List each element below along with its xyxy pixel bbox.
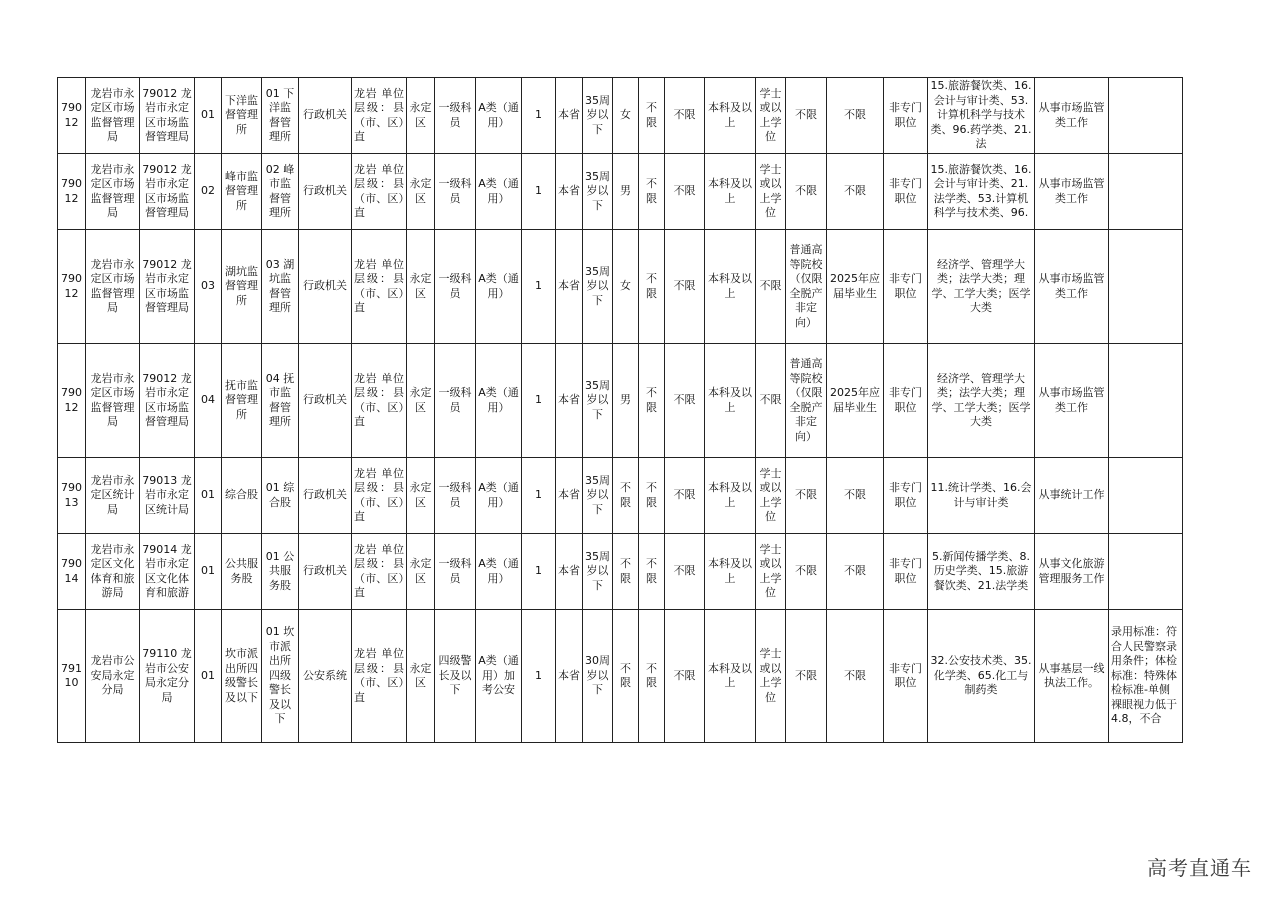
cell-exam-category: A类（通用）	[476, 230, 522, 344]
table-row	[58, 610, 1183, 743]
watermark-logo: 高考直通车	[1147, 856, 1252, 880]
cell-job-rank: 一级科员	[435, 78, 476, 154]
cell-degree: 不限	[756, 344, 786, 458]
cell-gender: 男	[613, 344, 639, 458]
cell-unit-name: 龙岩市永定区市场监督管理局	[86, 230, 140, 344]
cell-area: 永定区	[407, 610, 435, 743]
cell-dept-code-name: 79012 龙岩市永定区市场监督管理局	[140, 154, 195, 230]
cell-dept-code-name: 79012 龙岩市永定区市场监督管理局	[140, 230, 195, 344]
cell-unit-nature: 行政机关	[299, 534, 352, 610]
cell-post-code-name: 01 综合股	[262, 458, 299, 534]
cell-education: 本科及以上	[705, 458, 756, 534]
cell-age-limit: 35周岁以下	[583, 78, 613, 154]
cell-post-name: 综合股	[222, 458, 262, 534]
cell-unit-nature: 行政机关	[299, 458, 352, 534]
cell-household-origin: 本省	[556, 78, 583, 154]
cell-position-code: 79012	[58, 78, 86, 154]
cell-position-code: 79014	[58, 534, 86, 610]
cell-note	[1109, 230, 1183, 344]
cell-condition-2: 不限	[665, 610, 705, 743]
cell-age-limit: 35周岁以下	[583, 458, 613, 534]
cell-position-code: 79012	[58, 154, 86, 230]
cell-special-post: 非专门职位	[884, 154, 928, 230]
cell-job-rank: 一级科员	[435, 230, 476, 344]
cell-major-requirement: 5.新闻传播学类、8.历史学类、15.旅游餐饮类、21.法学类	[928, 534, 1035, 610]
cell-household-origin: 本省	[556, 230, 583, 344]
cell-graduate-requirement: 2025年应届毕业生	[827, 230, 884, 344]
cell-gender: 不限	[613, 458, 639, 534]
cell-duty: 从事市场监管类工作	[1035, 154, 1109, 230]
cell-job-rank: 一级科员	[435, 344, 476, 458]
cell-note	[1109, 154, 1183, 230]
cell-degree: 学士或以上学位	[756, 458, 786, 534]
cell-graduate-requirement: 不限	[827, 458, 884, 534]
recruitment-table	[57, 77, 1183, 743]
cell-identity-requirement: 不限	[786, 610, 827, 743]
cell-hire-count: 1	[522, 458, 556, 534]
cell-post-number: 02	[195, 154, 222, 230]
cell-exam-category: A类（通用）	[476, 154, 522, 230]
cell-condition-2: 不限	[665, 534, 705, 610]
cell-post-name: 公共服务股	[222, 534, 262, 610]
cell-degree: 学士或以上学位	[756, 78, 786, 154]
cell-duty: 从事市场监管类工作	[1035, 78, 1109, 154]
cell-household-origin: 本省	[556, 154, 583, 230]
cell-unit-level: 龙岩 单位层级：县（市、区）直	[352, 154, 407, 230]
cell-dept-code-name: 79014 龙岩市永定区文化体育和旅游	[140, 534, 195, 610]
cell-education: 本科及以上	[705, 78, 756, 154]
cell-dept-code-name: 79012 龙岩市永定区市场监督管理局	[140, 344, 195, 458]
cell-post-number: 03	[195, 230, 222, 344]
cell-special-post: 非专门职位	[884, 458, 928, 534]
cell-note: 录用标准：符合人民警察录用条件；体检标准：特殊体检标准-单侧裸眼视力低于4.8，不合	[1109, 610, 1183, 743]
cell-special-post: 非专门职位	[884, 610, 928, 743]
cell-job-rank: 一级科员	[435, 154, 476, 230]
cell-note	[1109, 344, 1183, 458]
cell-position-code: 79110	[58, 610, 86, 743]
cell-household-origin: 本省	[556, 344, 583, 458]
cell-identity-requirement: 不限	[786, 78, 827, 154]
cell-unit-level: 龙岩 单位层级：县（市、区）直	[352, 534, 407, 610]
cell-duty: 从事基层一线执法工作。	[1035, 610, 1109, 743]
cell-post-code-name: 04 抚市监督管理所	[262, 344, 299, 458]
cell-dept-code-name: 79012 龙岩市永定区市场监督管理局	[140, 78, 195, 154]
cell-post-number: 01	[195, 534, 222, 610]
cell-area: 永定区	[407, 78, 435, 154]
cell-exam-category: A类（通用）	[476, 78, 522, 154]
cell-condition-2: 不限	[665, 230, 705, 344]
cell-position-code: 79012	[58, 344, 86, 458]
cell-unit-name: 龙岩市永定区市场监督管理局	[86, 78, 140, 154]
cell-graduate-requirement: 2025年应届毕业生	[827, 344, 884, 458]
cell-exam-category: A类（通用）	[476, 344, 522, 458]
cell-age-limit: 35周岁以下	[583, 154, 613, 230]
cell-duty: 从事统计工作	[1035, 458, 1109, 534]
cell-education: 本科及以上	[705, 154, 756, 230]
cell-note	[1109, 458, 1183, 534]
cell-degree: 不限	[756, 230, 786, 344]
table-row	[58, 344, 1183, 458]
cell-unit-name: 龙岩市永定区统计局	[86, 458, 140, 534]
cell-post-number: 01	[195, 610, 222, 743]
cell-identity-requirement: 普通高等院校（仅限全脱产非定向）	[786, 344, 827, 458]
cell-condition-1: 不限	[639, 610, 665, 743]
cell-condition-1: 不限	[639, 78, 665, 154]
cell-hire-count: 1	[522, 154, 556, 230]
cell-age-limit: 35周岁以下	[583, 534, 613, 610]
cell-identity-requirement: 不限	[786, 458, 827, 534]
cell-unit-level: 龙岩 单位层级：县（市、区）直	[352, 458, 407, 534]
cell-area: 永定区	[407, 230, 435, 344]
cell-gender: 女	[613, 230, 639, 344]
cell-unit-nature: 公安系统	[299, 610, 352, 743]
table-row	[58, 154, 1183, 230]
cell-unit-level: 龙岩 单位层级：县（市、区）直	[352, 230, 407, 344]
cell-area: 永定区	[407, 534, 435, 610]
cell-post-name: 峰市监督管理所	[222, 154, 262, 230]
cell-condition-2: 不限	[665, 344, 705, 458]
cell-graduate-requirement: 不限	[827, 534, 884, 610]
cell-duty: 从事市场监管类工作	[1035, 344, 1109, 458]
cell-education: 本科及以上	[705, 344, 756, 458]
cell-condition-1: 不限	[639, 458, 665, 534]
cell-major-requirement: 32.公安技术类、35.化学类、65.化工与制药类	[928, 610, 1035, 743]
cell-special-post: 非专门职位	[884, 230, 928, 344]
cell-post-code-name: 03 湖坑监督管理所	[262, 230, 299, 344]
cell-area: 永定区	[407, 344, 435, 458]
cell-post-code-name: 01 下洋监督管理所	[262, 78, 299, 154]
cell-unit-name: 龙岩市永定区文化体育和旅游局	[86, 534, 140, 610]
cell-condition-2: 不限	[665, 154, 705, 230]
table-row	[58, 534, 1183, 610]
cell-exam-category: A类（通用）加考公安	[476, 610, 522, 743]
cell-household-origin: 本省	[556, 534, 583, 610]
cell-dept-code-name: 79110 龙岩市公安局永定分局	[140, 610, 195, 743]
cell-major-requirement: 15.旅游餐饮类、16.会计与审计类、53.计算机科学与技术类、96.药学类、21.法	[928, 78, 1035, 154]
cell-major-requirement: 15.旅游餐饮类、16.会计与审计类、21.法学类、53.计算机科学与技术类、96.	[928, 154, 1035, 230]
cell-post-code-name: 02 峰市监督管理所	[262, 154, 299, 230]
cell-post-number: 01	[195, 458, 222, 534]
cell-duty: 从事文化旅游管理服务工作	[1035, 534, 1109, 610]
cell-post-code-name: 01 公共服务股	[262, 534, 299, 610]
cell-unit-level: 龙岩 单位层级：县（市、区）直	[352, 344, 407, 458]
cell-hire-count: 1	[522, 344, 556, 458]
cell-post-number: 04	[195, 344, 222, 458]
cell-gender: 男	[613, 154, 639, 230]
cell-post-number: 01	[195, 78, 222, 154]
cell-special-post: 非专门职位	[884, 78, 928, 154]
cell-job-rank: 一级科员	[435, 458, 476, 534]
cell-graduate-requirement: 不限	[827, 78, 884, 154]
cell-identity-requirement: 不限	[786, 534, 827, 610]
cell-area: 永定区	[407, 154, 435, 230]
table-row	[58, 458, 1183, 534]
cell-hire-count: 1	[522, 534, 556, 610]
cell-special-post: 非专门职位	[884, 344, 928, 458]
cell-unit-level: 龙岩 单位层级：县（市、区）直	[352, 610, 407, 743]
cell-duty: 从事市场监管类工作	[1035, 230, 1109, 344]
cell-unit-level: 龙岩 单位层级：县（市、区）直	[352, 78, 407, 154]
cell-condition-1: 不限	[639, 344, 665, 458]
cell-position-code: 79013	[58, 458, 86, 534]
cell-note	[1109, 78, 1183, 154]
cell-gender: 不限	[613, 610, 639, 743]
table-row	[58, 78, 1183, 154]
cell-condition-2: 不限	[665, 458, 705, 534]
cell-position-code: 79012	[58, 230, 86, 344]
cell-gender: 不限	[613, 534, 639, 610]
cell-education: 本科及以上	[705, 230, 756, 344]
cell-graduate-requirement: 不限	[827, 610, 884, 743]
cell-post-name: 湖坑监督管理所	[222, 230, 262, 344]
table-row	[58, 230, 1183, 344]
cell-unit-name: 龙岩市永定区市场监督管理局	[86, 154, 140, 230]
cell-exam-category: A类（通用）	[476, 458, 522, 534]
cell-major-requirement: 11.统计学类、16.会计与审计类	[928, 458, 1035, 534]
cell-unit-name: 龙岩市永定区市场监督管理局	[86, 344, 140, 458]
cell-identity-requirement: 普通高等院校（仅限全脱产非定向）	[786, 230, 827, 344]
cell-age-limit: 35周岁以下	[583, 344, 613, 458]
cell-condition-2: 不限	[665, 78, 705, 154]
cell-degree: 学士或以上学位	[756, 154, 786, 230]
cell-area: 永定区	[407, 458, 435, 534]
cell-unit-nature: 行政机关	[299, 154, 352, 230]
cell-graduate-requirement: 不限	[827, 154, 884, 230]
cell-exam-category: A类（通用）	[476, 534, 522, 610]
cell-education: 本科及以上	[705, 534, 756, 610]
cell-condition-1: 不限	[639, 534, 665, 610]
cell-job-rank: 一级科员	[435, 534, 476, 610]
cell-condition-1: 不限	[639, 230, 665, 344]
cell-post-name: 下洋监督管理所	[222, 78, 262, 154]
cell-unit-nature: 行政机关	[299, 78, 352, 154]
cell-gender: 女	[613, 78, 639, 154]
cell-job-rank: 四级警长及以下	[435, 610, 476, 743]
cell-age-limit: 35周岁以下	[583, 230, 613, 344]
cell-major-requirement: 经济学、管理学大类；法学大类；理学、工学大类；医学大类	[928, 230, 1035, 344]
cell-post-code-name: 01 坎市派出所四级警长及以下	[262, 610, 299, 743]
cell-identity-requirement: 不限	[786, 154, 827, 230]
cell-condition-1: 不限	[639, 154, 665, 230]
cell-post-name: 坎市派出所四级警长及以下	[222, 610, 262, 743]
cell-dept-code-name: 79013 龙岩市永定区统计局	[140, 458, 195, 534]
cell-hire-count: 1	[522, 610, 556, 743]
cell-unit-nature: 行政机关	[299, 344, 352, 458]
cell-age-limit: 30周岁以下	[583, 610, 613, 743]
cell-degree: 学士或以上学位	[756, 610, 786, 743]
cell-unit-name: 龙岩市公安局永定分局	[86, 610, 140, 743]
cell-special-post: 非专门职位	[884, 534, 928, 610]
cell-note	[1109, 534, 1183, 610]
cell-education: 本科及以上	[705, 610, 756, 743]
cell-major-requirement: 经济学、管理学大类；法学大类；理学、工学大类；医学大类	[928, 344, 1035, 458]
cell-post-name: 抚市监督管理所	[222, 344, 262, 458]
cell-household-origin: 本省	[556, 610, 583, 743]
cell-unit-nature: 行政机关	[299, 230, 352, 344]
cell-hire-count: 1	[522, 230, 556, 344]
cell-hire-count: 1	[522, 78, 556, 154]
cell-household-origin: 本省	[556, 458, 583, 534]
cell-degree: 学士或以上学位	[756, 534, 786, 610]
